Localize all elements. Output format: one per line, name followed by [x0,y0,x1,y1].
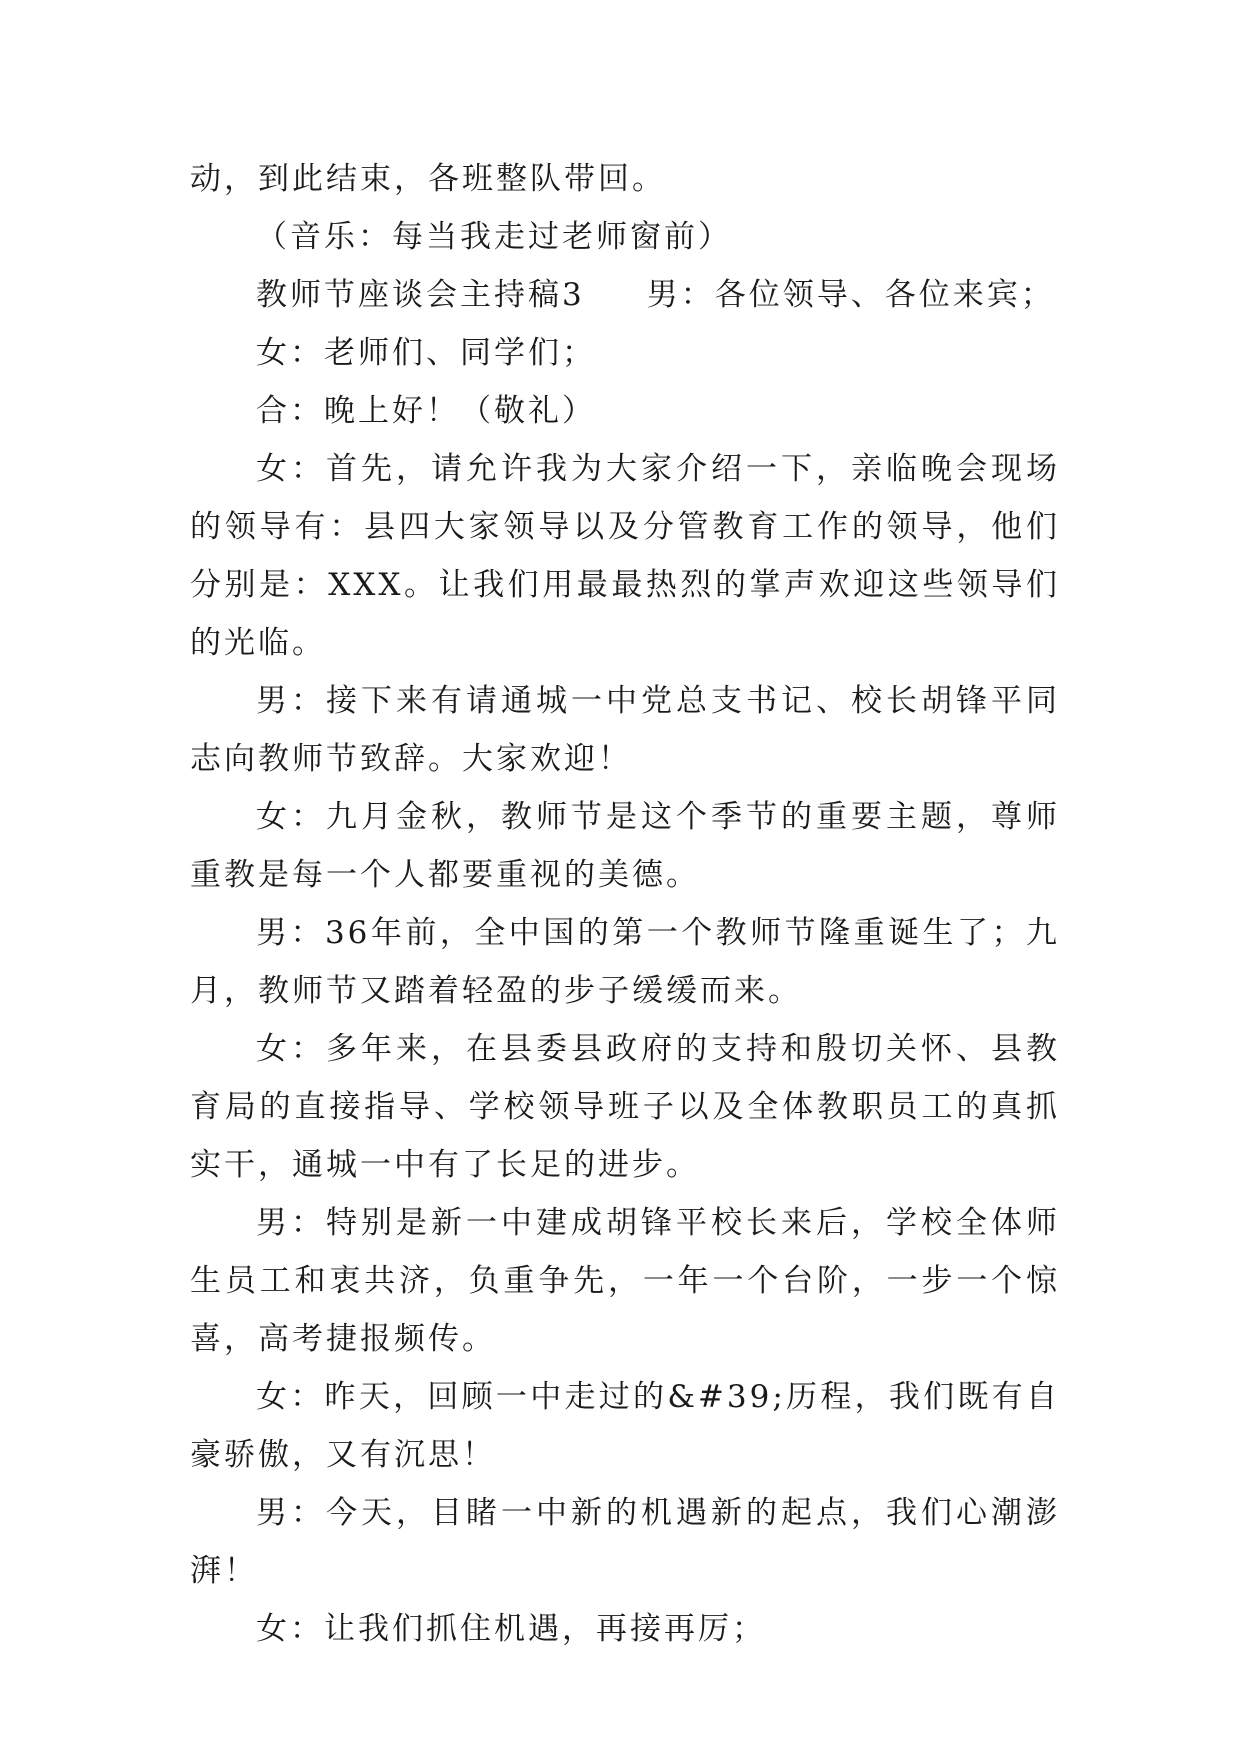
paragraph-14: 女：让我们抓住机遇，再接再厉； [256,1611,766,1647]
paragraph-10: 女：多年来，在县委县政府的支持和殷切关怀、县教育局的直接指导、学校领导班子以及全体教职员工的真抓实干，通城一中有了长足的进步。 [190,1031,1060,1183]
paragraph-9: 男：36年前，全中国的第一个教师节隆重诞生了；九月，教师节又踏着轻盈的步子缓缓而来。 [190,915,1060,1009]
paragraph-3-title: 教师节座谈会主持稿3 [256,277,585,313]
paragraph-5: 合：晚上好！（敬礼） [256,393,596,429]
paragraph-2: （音乐：每当我走过老师窗前） [256,219,732,255]
paragraph-3 [190,266,1060,324]
document-body [190,150,1060,1658]
paragraph-4: 女：老师们、同学们； [256,335,596,371]
paragraph-12: 女：昨天，回顾一中走过的&#39;历程，我们既有自豪骄傲，又有沉思！ [190,1379,1060,1473]
paragraph-3-line: 男：各位领导、各位来宾； [646,277,1055,313]
paragraph-11: 男：特别是新一中建成胡锋平校长来后，学校全体师生员工和衷共济，负重争先，一年一个台阶，一步一个惊喜，高考捷报频传。 [190,1205,1060,1357]
paragraph-1: 动，到此结束，各班整队带回。 [190,161,666,197]
paragraph-8: 女：九月金秋，教师节是这个季节的重要主题，尊师重教是每一个人都要重视的美德。 [190,799,1060,893]
paragraph-7: 男：接下来有请通城一中党总支书记、校长胡锋平同志向教师节致辞。大家欢迎！ [190,683,1060,777]
paragraph-6: 女：首先，请允许我为大家介绍一下，亲临晚会现场的领导有：县四大家领导以及分管教育工作的领导，他们分别是：XXX。让我们用最最热烈的掌声欢迎这些领导们的光临。 [190,451,1060,661]
paragraph-13: 男：今天，目睹一中新的机遇新的起点，我们心潮澎湃！ [190,1495,1060,1589]
